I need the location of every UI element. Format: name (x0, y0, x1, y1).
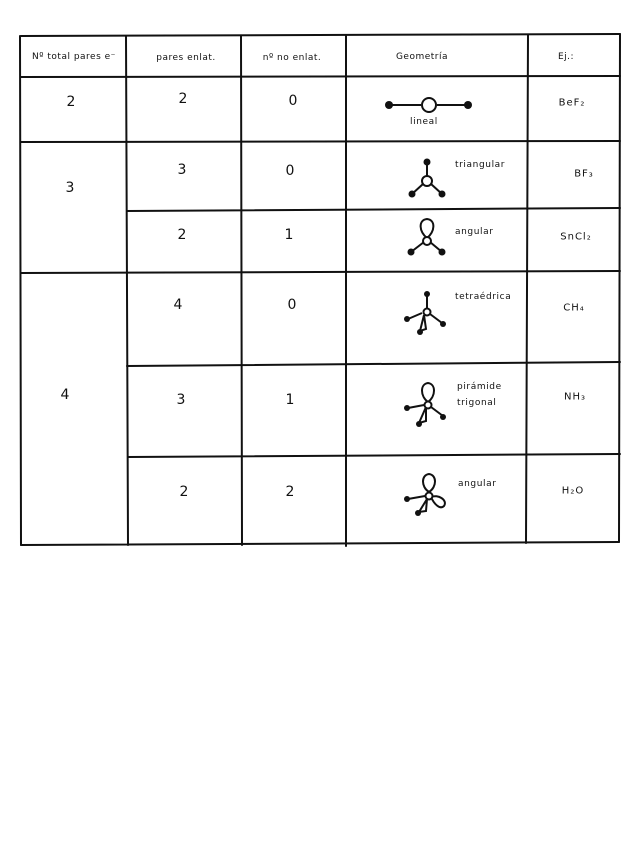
row-2-bottom-line (127, 208, 620, 211)
col-separator-1 (126, 36, 128, 545)
header-bonding-pairs: pares enlat. (156, 53, 216, 63)
row-5-geometry-line-2: trigonal (457, 398, 497, 408)
row-2-example: BF₃ (574, 168, 594, 180)
row-6-geometry: angular (458, 479, 497, 489)
row-4-geometry: tetraédrica (455, 292, 512, 302)
col-separator-4 (526, 35, 528, 543)
col-separator-2 (241, 36, 242, 545)
row-1-bottom-line (21, 141, 620, 142)
row-5-nonbonding: 1 (285, 392, 295, 408)
group-label-4: 4 (60, 387, 70, 403)
row-1-bonding: 2 (178, 91, 188, 107)
table-border-right (619, 34, 620, 542)
row-4-example: CH₄ (563, 302, 585, 314)
row-5-bottom-line (128, 454, 620, 457)
table-border-top (21, 34, 620, 36)
header-total-pairs: Nº total pares e⁻ (32, 52, 116, 62)
row-4-nonbonding: 0 (287, 297, 297, 313)
row-6-nonbonding: 2 (285, 484, 295, 500)
row-2-nonbonding: 0 (285, 163, 295, 179)
row-2-bonding: 3 (177, 162, 187, 178)
bent-molecule-icon (404, 214, 450, 260)
bent-two-lone-pairs-molecule-icon (400, 470, 456, 520)
row-3-nonbonding: 1 (284, 227, 294, 243)
row-2-geometry: triangular (455, 160, 506, 170)
row-1-example: BeF₂ (558, 97, 586, 109)
header-geometry: Geometría (395, 52, 449, 62)
tetrahedral-molecule-icon (400, 289, 452, 337)
row-4-bonding: 4 (173, 297, 183, 313)
header-bottom-line (21, 76, 620, 77)
row-3-geometry: angular (455, 227, 494, 237)
row-5-example: NH₃ (563, 391, 587, 403)
row-5-bonding: 3 (176, 392, 186, 408)
linear-molecule-icon (382, 90, 478, 120)
group-label-2: 2 (66, 94, 76, 110)
trigonal-planar-molecule-icon (404, 156, 450, 200)
group-3-bottom-line (21, 271, 620, 273)
group-label-3: 3 (65, 180, 75, 196)
row-1-nonbonding: 0 (288, 93, 298, 109)
table-border-bottom (21, 542, 619, 545)
header-example: Ej.: (557, 52, 575, 62)
row-6-example: H₂O (561, 485, 585, 497)
trigonal-pyramidal-molecule-icon (400, 378, 452, 430)
row-6-bonding: 2 (179, 484, 189, 500)
header-nonbonding-pairs: nº no enlat. (262, 53, 322, 63)
table-border-left (20, 36, 21, 545)
row-3-bonding: 2 (177, 227, 187, 243)
row-5-geometry-line-1: pirámide (457, 382, 502, 392)
row-3-example: SnCl₂ (560, 231, 592, 243)
row-4-bottom-line (127, 362, 620, 366)
row-1-geometry: lineal (410, 117, 438, 127)
